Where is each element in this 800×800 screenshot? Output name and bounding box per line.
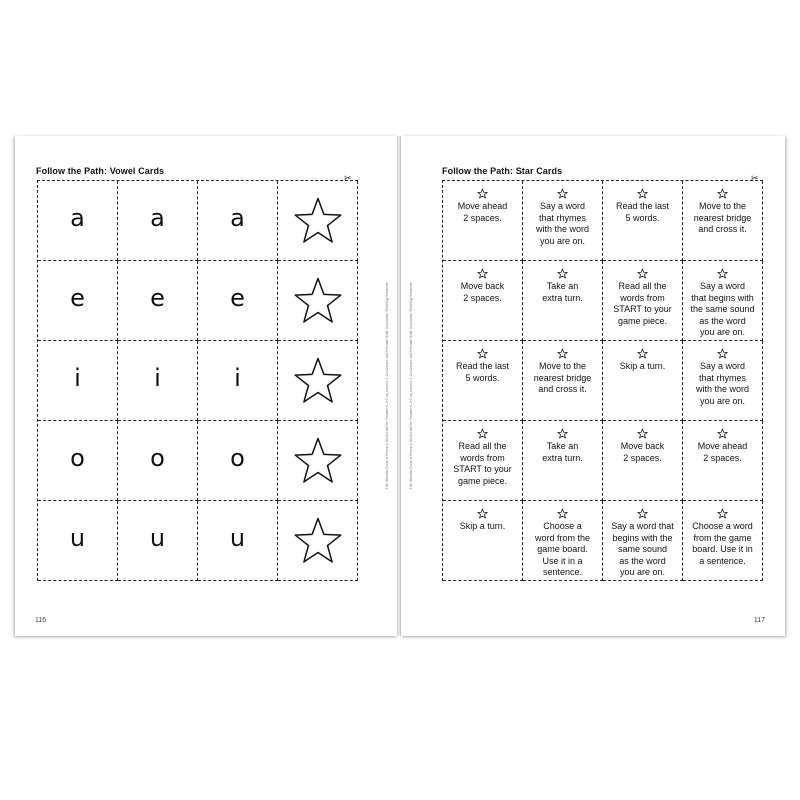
card-instruction [688, 281, 756, 339]
page-number: 117 [753, 617, 765, 624]
star-card [278, 341, 358, 421]
instruction-line: Read all the [458, 441, 507, 451]
instruction-line: Move to the [538, 361, 586, 371]
vowel-letter: u [69, 523, 86, 552]
vowel-card [38, 341, 118, 421]
vowel-letter: e [150, 283, 165, 312]
vowel-card [118, 181, 198, 261]
instruction-line: nearest bridge [693, 212, 752, 223]
small-star-icon [557, 428, 568, 439]
small-star-icon [557, 508, 568, 519]
card-instruction [619, 441, 667, 464]
instruction-line: sentence. [542, 567, 583, 577]
instruction-line: you are on. [699, 395, 746, 406]
instruction-line: as the word [699, 315, 746, 326]
scissors-icon: ✂ [751, 173, 759, 183]
instruction-line: extra turn. [542, 452, 583, 463]
vowel-card [118, 421, 198, 501]
small-star-icon [637, 428, 648, 439]
instruction-line: Read the last [615, 201, 670, 211]
card-instruction [532, 361, 594, 396]
instruction-line: extra turn. [542, 292, 583, 303]
small-star-icon [477, 188, 488, 199]
small-star-icon [637, 268, 648, 279]
copyright-credit: The Ultimate Book of Phonics Word Lists for Grades K–3 © by Lauren J. Coxsonare and Rhonda Graff, Scholastic Teaching Solutions [409, 282, 413, 490]
vowel-letter: a [230, 203, 245, 232]
vowel-card [198, 261, 278, 341]
instruction-line: board. Use it in [692, 544, 753, 554]
instruction-line: that begins with [691, 292, 754, 303]
star-action-card [683, 501, 763, 581]
star-action-card [683, 421, 763, 501]
instruction-line: game piece. [457, 475, 508, 486]
card-instruction [690, 521, 755, 567]
instruction-line: 5 words. [625, 212, 660, 223]
card-instruction [611, 281, 674, 327]
instruction-line: 2 spaces. [463, 292, 502, 303]
small-star-icon [717, 188, 728, 199]
instruction-line: Say a word [699, 281, 745, 291]
vowel-letter: o [70, 443, 85, 472]
vowel-letter: o [150, 443, 165, 472]
small-star-icon [637, 188, 648, 199]
card-instruction [533, 521, 592, 579]
vowel-card [118, 501, 198, 581]
star-card [278, 261, 358, 341]
star-action-card [603, 421, 683, 501]
scissors-icon: ✂ [344, 173, 352, 183]
instruction-line: Read all the [618, 281, 667, 291]
vowel-letter: e [70, 283, 85, 312]
instruction-line: START to your [453, 464, 512, 474]
instruction-line: 2 spaces. [463, 212, 502, 223]
page-number: 116 [35, 617, 47, 624]
instruction-line: with the word [695, 384, 750, 394]
small-star-icon [637, 508, 648, 519]
vowel-letter: i [154, 363, 161, 392]
card-instruction [459, 281, 507, 304]
card-instruction [609, 521, 676, 579]
instruction-line: from the game [693, 532, 752, 543]
vowel-card [38, 421, 118, 501]
vowel-card [198, 501, 278, 581]
instruction-line: 2 spaces. [623, 452, 662, 463]
star-action-card [523, 341, 603, 421]
instruction-line: same sound [617, 544, 667, 554]
small-star-icon [557, 348, 568, 359]
instruction-line: Read the last [455, 361, 510, 371]
instruction-line: that rhymes [538, 212, 587, 223]
instruction-line: words from [620, 292, 665, 303]
card-instruction [540, 441, 585, 464]
instruction-line: Take an [546, 281, 579, 291]
card-instruction [694, 361, 751, 407]
small-star-icon [717, 508, 728, 519]
card-instruction [696, 441, 750, 464]
card-instruction [456, 201, 510, 224]
instruction-line: words from [460, 452, 505, 463]
instruction-line: Move ahead [697, 441, 748, 451]
card-instruction [614, 201, 671, 224]
star-outline-icon [293, 436, 343, 486]
small-star-icon [637, 348, 648, 359]
star-action-card [683, 261, 763, 341]
star-outline-icon [293, 516, 343, 566]
star-action-card [523, 181, 603, 261]
star-action-card [683, 341, 763, 421]
vowel-letter: a [150, 203, 165, 232]
instruction-line: you are on. [539, 235, 586, 246]
vowel-letter: u [149, 523, 166, 552]
instruction-line: you are on. [699, 327, 745, 337]
instruction-line: Move ahead [457, 201, 508, 211]
instruction-line: begins with the [612, 532, 673, 543]
small-star-icon [557, 268, 568, 279]
star-action-card [443, 181, 523, 261]
instruction-line: with the word [535, 224, 590, 234]
card-instruction [692, 201, 754, 236]
star-action-card [443, 261, 523, 341]
instruction-line: Say a word [699, 361, 746, 371]
small-star-icon [477, 428, 488, 439]
instruction-line: you are on. [619, 567, 665, 577]
instruction-line: Use it in a [542, 555, 583, 566]
instruction-line: that rhymes [698, 372, 747, 383]
vowel-card [38, 261, 118, 341]
instruction-line: Move back [460, 281, 505, 291]
vowel-card [198, 181, 278, 261]
right-page [401, 136, 785, 636]
small-star-icon [717, 268, 728, 279]
page-heading: Follow the Path: Star Cards [442, 166, 563, 176]
small-star-icon [557, 188, 568, 199]
star-action-card [603, 501, 683, 581]
star-card [278, 421, 358, 501]
vowel-card [198, 421, 278, 501]
vowel-letter: a [70, 203, 85, 232]
card-instruction [540, 281, 585, 304]
vowel-letter: e [230, 283, 245, 312]
small-star-icon [717, 428, 728, 439]
copyright-credit: The Ultimate Book of Phonics Word Lists for Grades K–3 © by Lauren J. Coxsonare and Rhonda Graff, Scholastic Teaching Solutions [385, 282, 389, 490]
instruction-line: 5 words. [465, 372, 500, 383]
star-outline-icon [293, 196, 343, 246]
small-star-icon [477, 348, 488, 359]
card-instruction [454, 361, 511, 384]
instruction-line: Choose a [543, 521, 582, 531]
star-outline-icon [293, 276, 343, 326]
vowel-card [38, 501, 118, 581]
card-instruction [618, 361, 668, 373]
vowel-card [118, 341, 198, 421]
vowel-card [118, 261, 198, 341]
star-action-card [603, 261, 683, 341]
instruction-line: and cross it. [698, 224, 747, 234]
card-instruction [451, 441, 514, 487]
vowel-card [38, 181, 118, 261]
vowel-card-grid [37, 180, 358, 581]
star-action-card [523, 421, 603, 501]
instruction-line: 2 spaces. [703, 452, 742, 463]
star-action-card [683, 181, 763, 261]
card-instruction [458, 521, 508, 533]
small-star-icon [717, 348, 728, 359]
star-action-card [443, 501, 523, 581]
instruction-line: Say a word [539, 201, 586, 211]
instruction-line: the same sound [690, 304, 755, 314]
page-heading: Follow the Path: Vowel Cards [36, 166, 165, 176]
instruction-line: Say a word that [611, 521, 674, 531]
vowel-letter: o [230, 443, 245, 472]
star-card [278, 181, 358, 261]
instruction-line: Choose a word [692, 521, 753, 531]
vowel-letter: u [229, 523, 246, 552]
star-action-card [443, 421, 523, 501]
instruction-line: Move back [620, 441, 665, 451]
small-star-icon [477, 268, 488, 279]
vowel-card [198, 341, 278, 421]
star-action-card [603, 181, 683, 261]
instruction-line: word from the [534, 532, 591, 543]
star-outline-icon [293, 356, 343, 406]
instruction-line: Take an [546, 441, 579, 451]
instruction-line: Move to the [698, 201, 746, 211]
star-action-card [603, 341, 683, 421]
instruction-line: game piece. [617, 315, 668, 326]
small-star-icon [477, 508, 488, 519]
instruction-line: nearest bridge [533, 372, 592, 383]
instruction-line: Skip a turn. [619, 361, 666, 371]
instruction-line: game board. [537, 544, 588, 554]
instruction-line: and cross it. [538, 384, 587, 394]
instruction-line: START to your [613, 304, 672, 314]
instruction-line: as the word [619, 555, 666, 566]
star-action-card [443, 341, 523, 421]
instruction-line: Skip a turn. [459, 521, 506, 531]
left-page [15, 136, 397, 636]
star-card [278, 501, 358, 581]
instruction-line: a sentence. [699, 555, 746, 566]
star-action-card [523, 501, 603, 581]
vowel-letter: i [234, 363, 241, 392]
star-card-grid [442, 180, 763, 581]
star-action-card [523, 261, 603, 341]
vowel-letter: i [74, 363, 81, 392]
card-instruction [534, 201, 591, 247]
